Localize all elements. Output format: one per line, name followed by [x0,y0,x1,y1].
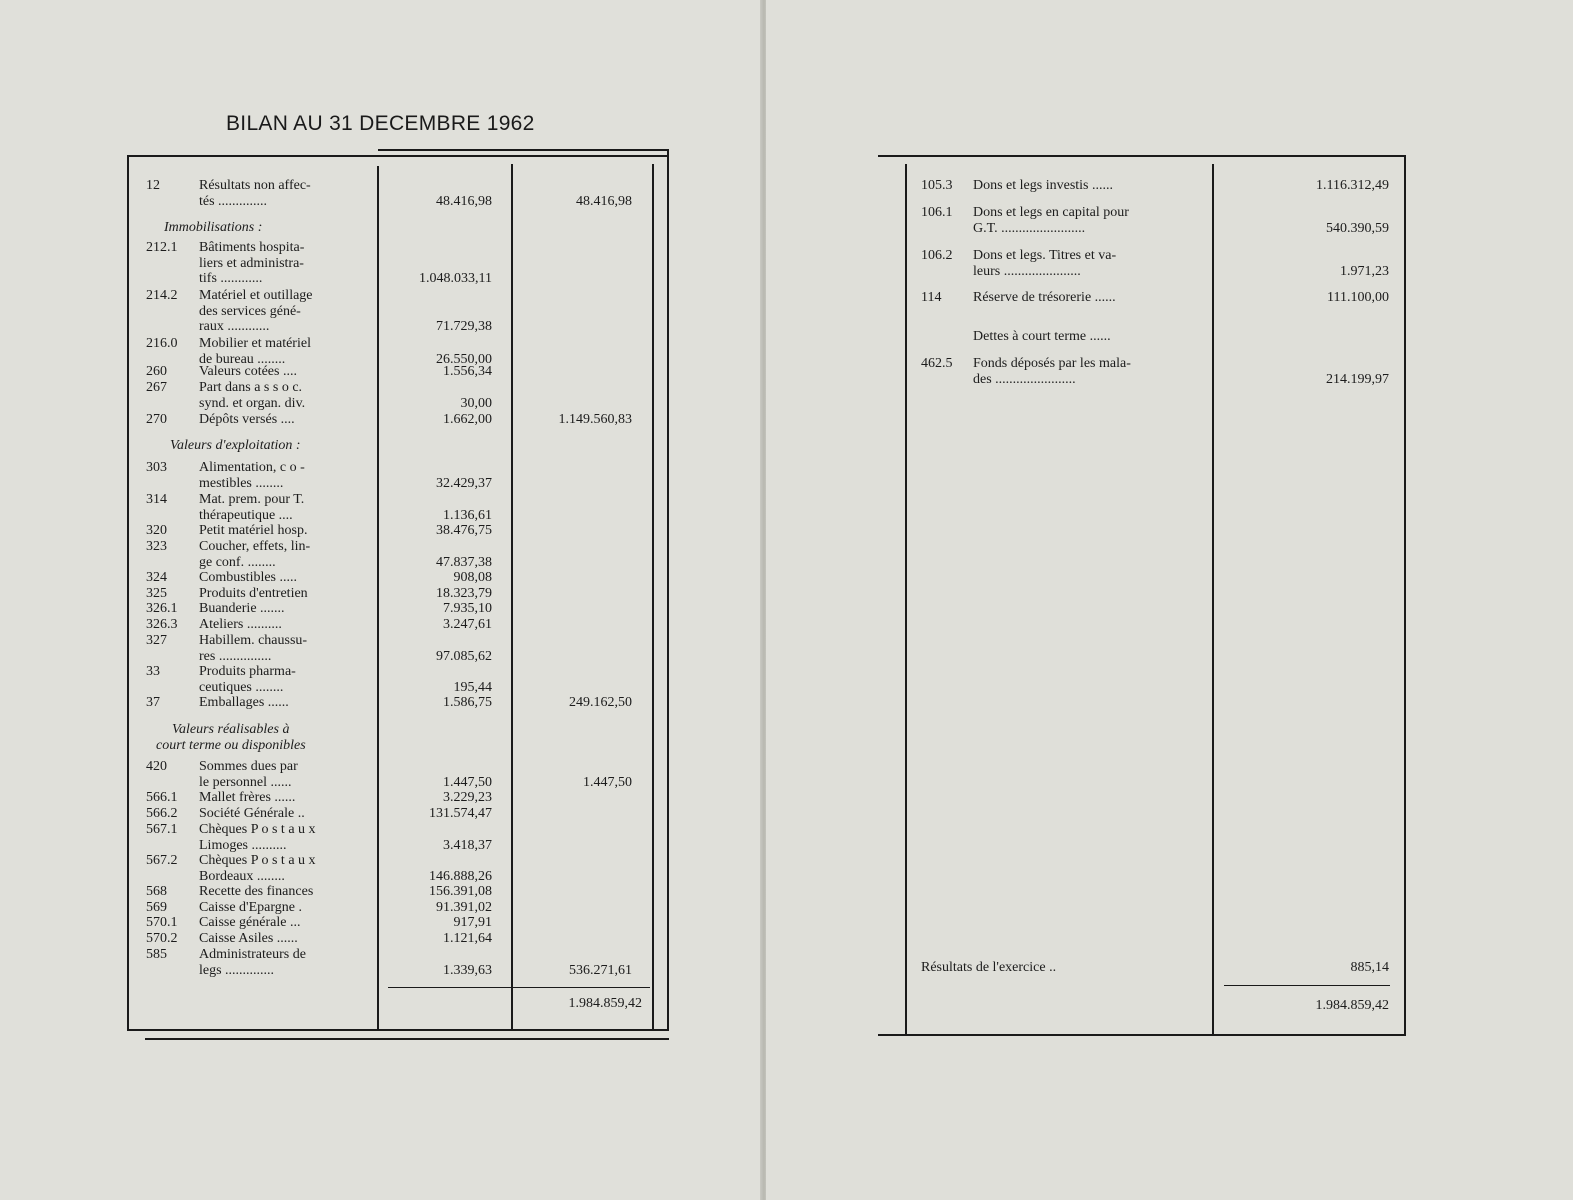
account-code: 314 [146,492,167,507]
amount-detail: 91.391,02 [436,900,492,915]
account-label: Mat. prem. pour T. [199,492,305,507]
account-label: Limoges .......... [199,837,287,853]
account-label: Bâtiments hospita- [199,240,305,255]
amount-subtotal: 1.149.560,83 [558,412,632,427]
section-heading: court terme ou disponibles [156,738,306,753]
account-code: 214.2 [146,288,178,303]
account-label: ceutiques ........ [199,679,284,695]
account-code: 323 [146,539,167,554]
left-table-right-border [667,149,669,1031]
account-label: Mobilier et matériel [199,336,311,351]
account-label: Alimentation, c o - [199,460,305,475]
account-label: Produits d'entretien [199,586,308,601]
left-col-divider-2 [511,164,513,1031]
account-label: Chèques P o s t a u x [199,822,316,837]
amount-subtotal: 536.271,61 [569,962,632,978]
account-label: Mallet frères ...... [199,790,296,805]
right-table-right-border [1404,155,1406,1036]
account-label: Dettes à court terme ...... [973,329,1111,344]
amount-detail: 1.121,64 [443,931,492,946]
account-label: Produits pharma- [199,664,296,679]
right-col-divider-2 [1212,164,1214,1036]
amount-subtotal: 249.162,50 [569,695,632,710]
amount-detail: 1.339,63 [443,962,492,978]
account-label: Réserve de trésorerie ...... [973,290,1116,305]
amount-detail: 38.476,75 [436,523,492,538]
amount: 111.100,00 [1327,290,1389,305]
account-label: legs .............. [199,962,275,978]
account-code: 33 [146,664,160,679]
section-heading: Valeurs d'exploitation : [170,438,301,453]
amount-detail: 1.447,50 [443,774,492,790]
account-code: 105.3 [921,178,953,193]
account-label: G.T. ........................ [973,220,1086,236]
left-grand-total: 1.984.859,42 [568,996,642,1011]
left-title-rule [378,149,669,151]
account-code: 567.1 [146,822,178,837]
account-label: Buanderie ....... [199,601,285,616]
left-table-left-border [127,155,129,1031]
account-code: 568 [146,884,167,899]
account-label: Part dans a s s o c. [199,380,303,395]
account-label: Habillem. chaussu- [199,633,308,648]
amount-detail: 1.136,61 [443,507,492,523]
account-label: Résultats non affec- [199,178,311,193]
account-code: 324 [146,570,167,585]
left-subtotal-rule [388,987,650,988]
right-page [766,0,1573,1200]
account-label: res ............... [199,648,272,664]
section-heading: Valeurs réalisables à [172,722,290,737]
account-label: des services géné- [199,303,301,319]
account-label: Bordeaux ........ [199,868,285,884]
amount-detail: 3.247,61 [443,617,492,632]
account-label: Dons et legs. Titres et va- [973,248,1117,263]
account-label: Chèques P o s t a u x [199,853,316,868]
account-code: 570.2 [146,931,178,946]
left-col-divider-1 [377,166,379,1031]
account-code: 303 [146,460,167,475]
account-label: raux ............ [199,319,270,334]
account-label: synd. et organ. div. [199,395,306,411]
right-result-label: Résultats de l'exercice .. [921,960,1057,975]
account-label: Valeurs cotées .... [199,364,297,379]
account-code: 567.2 [146,853,178,868]
amount-detail: 1.662,00 [443,412,492,427]
account-code: 462.5 [921,356,953,371]
amount-detail: 32.429,37 [436,475,492,491]
account-label: Combustibles ..... [199,570,298,585]
amount-detail: 48.416,98 [436,193,492,209]
amount-detail: 1.048.033,11 [419,271,492,286]
account-code: 585 [146,947,167,962]
account-label: Ateliers .......... [199,617,282,632]
amount-detail: 908,08 [453,570,492,585]
right-result-value: 885,14 [1350,960,1389,975]
account-code: 566.1 [146,790,178,805]
account-code: 12 [146,178,160,193]
left-table-top [127,155,668,157]
account-label: ge conf. ........ [199,554,276,570]
account-label: leurs ...................... [973,263,1081,279]
account-label: Recette des finances [199,884,314,899]
account-code: 216.0 [146,336,178,351]
account-label: Sommes dues par [199,759,298,774]
amount-detail: 7.935,10 [443,601,492,616]
right-grand-total: 1.984.859,42 [1315,998,1389,1013]
right-table-bottom [878,1034,1406,1036]
account-code: 570.1 [146,915,178,930]
amount-subtotal: 1.447,50 [583,774,632,790]
amount-detail: 97.085,62 [436,648,492,664]
account-code: 569 [146,900,167,915]
amount-detail: 47.837,38 [436,554,492,570]
account-label: mestibles ........ [199,475,284,491]
account-code: 320 [146,523,167,538]
right-table-top [878,155,1406,157]
amount-detail: 195,44 [453,679,492,695]
account-code: 566.2 [146,806,178,821]
account-code: 326.1 [146,601,178,616]
amount-detail: 146.888,26 [429,868,492,884]
page-title: BILAN AU 31 DECEMBRE 1962 [226,112,535,135]
left-table-bottom [127,1029,669,1031]
left-table-bottom-shadow [145,1038,669,1040]
account-label: tifs ............ [199,271,263,286]
account-label: Administrateurs de [199,947,306,962]
amount-detail: 26.550,00 [436,351,492,367]
account-code: 270 [146,412,167,427]
account-code: 106.2 [921,248,953,263]
account-label: Société Générale .. [199,806,305,821]
account-code: 106.1 [921,205,953,220]
account-code: 267 [146,380,167,395]
amount-detail: 18.323,79 [436,586,492,601]
account-label: tés .............. [199,193,268,209]
amount-detail: 131.574,47 [429,806,492,821]
amount-subtotal: 48.416,98 [576,193,632,209]
account-label: de bureau ........ [199,351,286,367]
account-label: Caisse générale ... [199,915,301,930]
account-label: Dépôts versés .... [199,412,295,427]
account-code: 420 [146,759,167,774]
amount: 1.971,23 [1340,263,1389,279]
right-subtotal-rule [1224,985,1390,986]
account-label: thérapeutique .... [199,507,293,523]
account-label: Coucher, effets, lin- [199,539,311,554]
account-label: liers et administra- [199,255,304,271]
account-code: 37 [146,695,160,710]
account-code: 327 [146,633,167,648]
account-label: Caisse d'Epargne . [199,900,302,915]
amount: 1.116.312,49 [1316,178,1389,193]
account-label: Caisse Asiles ...... [199,931,298,946]
amount-detail: 156.391,08 [429,884,492,899]
amount-detail: 917,91 [453,915,492,930]
account-label: des ....................... [973,371,1076,387]
account-code: 260 [146,364,167,379]
left-col-divider-3 [652,164,654,1031]
amount-detail: 71.729,38 [436,319,492,334]
amount-detail: 1.586,75 [443,695,492,710]
amount-detail: 30,00 [460,395,492,411]
account-code: 114 [921,290,942,305]
section-heading: Immobilisations : [164,220,263,235]
amount-detail: 1.556,34 [443,364,492,379]
account-code: 212.1 [146,240,178,255]
account-label: Fonds déposés par les mala- [973,356,1131,371]
account-label: Emballages ...... [199,695,289,710]
amount-detail: 3.229,23 [443,790,492,805]
account-code: 325 [146,586,167,601]
amount-detail: 3.418,37 [443,837,492,853]
account-code: 326.3 [146,617,178,632]
account-label: Dons et legs en capital pour [973,205,1129,220]
account-label: Matériel et outillage [199,288,313,303]
amount: 214.199,97 [1326,371,1389,387]
account-label: le personnel ...... [199,774,292,790]
account-label: Petit matériel hosp. [199,523,308,538]
account-label: Dons et legs investis ...... [973,178,1113,193]
right-col-divider-1 [905,164,907,1036]
amount: 540.390,59 [1326,220,1389,236]
